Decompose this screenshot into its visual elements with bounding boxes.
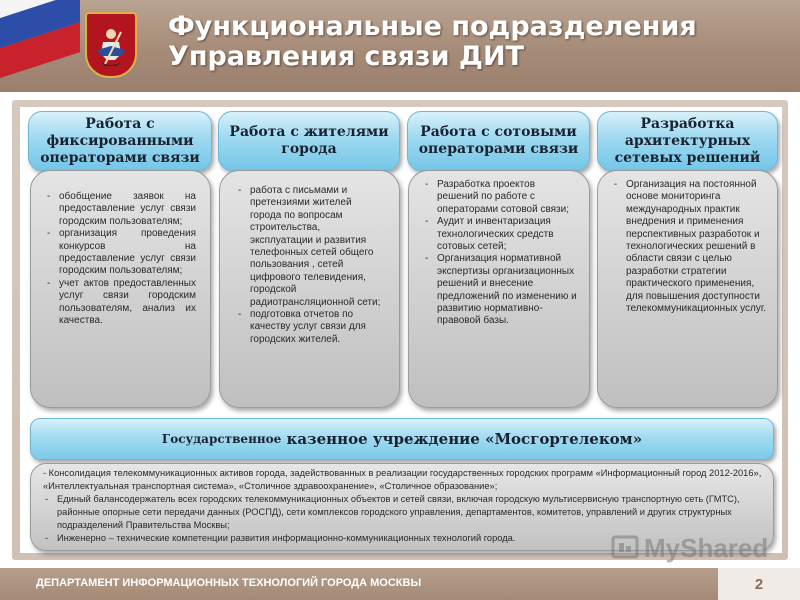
page-title bbox=[168, 12, 697, 72]
column-header-architecture bbox=[597, 111, 778, 171]
page-number: 2 bbox=[718, 568, 800, 600]
bullet-list bbox=[614, 179, 767, 315]
column-header-fixed-operators bbox=[28, 111, 212, 171]
gku-item-2: - Единый балансодержатель всех городских телекоммуникационных объектов и сетей связи, включая городскую мультисервисную транспортную сеть (ГМТС), районные опорные сети передачи данных (РОСПД), сети комплексов городского управления, департаментов, комитетов, управлений и других структурных подразделений Правительства Москвы; bbox=[43, 493, 763, 532]
gku-title-prefix: Государственное bbox=[161, 432, 282, 446]
russian-flag-icon bbox=[0, 0, 80, 88]
bullet-list bbox=[238, 185, 385, 346]
list-item: - Разработка проектов решений по работе с операторами сотовой связи; bbox=[425, 179, 577, 216]
list-item: - Организация на постоянной основе мониторинга международных практик внедрения и применения перспективных разработок и технологических решений в области связи с целью разработки стратегии практического применения, для повышения доступности телекоммуникационных услуг. bbox=[614, 179, 767, 315]
list-item: - подготовка отчетов по качеству услуг связи для городских жителей. bbox=[238, 309, 385, 346]
list-item: - Аудит и инвентаризация технологических средств сотовых сетей; bbox=[425, 216, 577, 253]
column-header-label: Работа с сотовыми операторами связи bbox=[418, 124, 579, 157]
watermark bbox=[610, 532, 768, 564]
list-item: - учет актов предоставленных услуг связи городским пользователям, анализ их качества. bbox=[47, 278, 196, 328]
column-header-residents bbox=[218, 111, 400, 171]
footer-department: ДЕПАРТАМЕНТ ИНФОРМАЦИОННЫХ ТЕХНОЛОГИЙ ГОРОДА МОСКВЫ bbox=[36, 577, 422, 589]
watermark-text: MyShared bbox=[644, 532, 769, 563]
column-card-fixed-operators bbox=[30, 170, 211, 408]
column-header-cellular-operators bbox=[407, 111, 590, 171]
column-header-label: Разработка архитектурных сетевых решений bbox=[614, 115, 761, 166]
bullet-list bbox=[47, 191, 196, 327]
gku-title: казенное учреждение «Мосгортелеком» bbox=[281, 430, 643, 448]
gku-item-3: - Инженерно – технические компетенции развития информационно-коммуникационных технологий города. bbox=[43, 532, 763, 545]
gku-item-1: - Консолидация телекоммуникационных активов города, задействованных в реализации государственных городских программ «Информационный город 2012-2016», «Интеллектуальная транспортная система», «Столичное здравоохранение», «Столичное образование»; bbox=[43, 468, 762, 491]
footer-bar bbox=[0, 568, 800, 600]
list-item: - Организация нормативной экспертизы организационных решений и внесение предложений по изменению и развитию нормативно-правовой базы. bbox=[425, 253, 577, 327]
page-title-line-1: Функциональные подразделения bbox=[168, 11, 697, 42]
column-card-architecture bbox=[597, 170, 778, 408]
gku-title-bar bbox=[30, 418, 774, 460]
list-item: - организация проведения конкурсов на предоставление услуг связи городским пользователям; bbox=[47, 228, 196, 278]
column-card-residents bbox=[219, 170, 400, 408]
list-item: - обобщение заявок на предоставление услуг связи городским пользователям; bbox=[47, 191, 196, 228]
column-header-label: Работа с фиксированными операторами связи bbox=[40, 115, 200, 166]
column-card-cellular-operators bbox=[408, 170, 590, 408]
bullet-list bbox=[425, 179, 577, 328]
watermark-logo-icon bbox=[610, 533, 640, 563]
moscow-coat-of-arms-icon bbox=[85, 12, 137, 78]
list-item: - работа с письмами и претензиями жителей города по вопросам строительства, эксплуатации и развития телефонных сетей общего пользования , сетей цифрового телевидения, городской радиотрансляционной сети; bbox=[238, 185, 385, 309]
page-title-line-2: Управления связи ДИТ bbox=[168, 41, 524, 72]
column-header-label: Работа с жителями города bbox=[229, 124, 389, 157]
header-bar bbox=[0, 0, 800, 92]
